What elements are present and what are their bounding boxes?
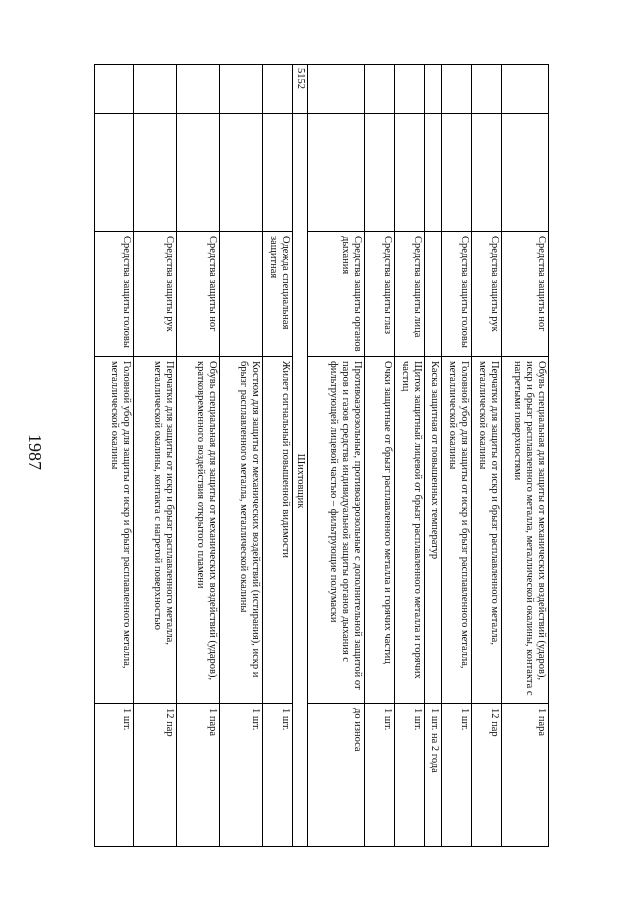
cell-ppe-type bbox=[365, 231, 394, 356]
cell-issue-norm bbox=[365, 703, 394, 847]
cell-code bbox=[502, 64, 548, 113]
table-row bbox=[263, 64, 293, 847]
table-row bbox=[308, 64, 365, 847]
cell-ppe-description-text: Обувь специальная для защиты от механических воздействий (ударов), кратковременного воздействия открытого пламени bbox=[195, 361, 218, 681]
cell-ppe-type-text: Средства защиты головы bbox=[121, 236, 132, 348]
cell-code bbox=[177, 64, 219, 113]
cell-ppe-description bbox=[365, 356, 394, 703]
cell-ppe-description bbox=[263, 356, 292, 703]
cell-ppe-description bbox=[472, 356, 501, 703]
cell-ppe-description-text: Жилет сигнальный повышенной видимости bbox=[280, 361, 291, 558]
cell-ppe-description-text: Противоаэрозольные, противоаэрозольные с дополнительной защитой от паров и газов средства индивидуальной защиты органов дыхания с фильтрующей лицевой частью – фильтрующие полумаски bbox=[328, 361, 363, 690]
cell-issue-norm-text: до износа bbox=[352, 708, 363, 752]
page-number: 1987 bbox=[25, 434, 45, 470]
cell-issue-norm-text: 1 шт. bbox=[250, 708, 261, 731]
table-row bbox=[442, 64, 472, 847]
cell-profession bbox=[425, 113, 441, 231]
cell-ppe-type bbox=[502, 231, 548, 356]
cell-issue-norm bbox=[472, 703, 501, 847]
cell-issue-norm-text: 1 пара bbox=[536, 708, 547, 737]
cell-profession-title-text: Шихтовщик bbox=[295, 453, 306, 509]
cell-ppe-description-text: Перчатки для защиты от искр и брызг расплавленного металла, металлической окалины, контакта с нагретой поверхностью bbox=[152, 361, 175, 645]
cell-ppe-type-text: Средства защиты рук bbox=[489, 236, 500, 332]
cell-issue-norm-text: 1 пара bbox=[207, 708, 218, 737]
cell-issue-norm bbox=[308, 703, 364, 847]
cell-ppe-description-text: Обувь специальная для защиты от механических воздействий (ударов), искр и брызг расплавленного металла, металлической окалины, контакта с нагретыми поверхностями bbox=[512, 361, 547, 696]
cell-ppe-description bbox=[395, 356, 424, 703]
cell-ppe-type-text: Средства защиты лица bbox=[412, 236, 423, 338]
cell-code bbox=[308, 64, 364, 113]
table-row bbox=[134, 64, 177, 847]
cell-issue-norm bbox=[502, 703, 548, 847]
cell-ppe-description-text: Головной убор для защиты от искр и брызг расплавленного металла, металлической окалины bbox=[109, 361, 132, 669]
cell-ppe-type bbox=[425, 231, 441, 356]
cell-profession-title bbox=[293, 113, 307, 847]
cell-ppe-type bbox=[177, 231, 219, 356]
cell-code bbox=[365, 64, 394, 113]
cell-ppe-type bbox=[308, 231, 364, 356]
cell-ppe-type bbox=[220, 231, 262, 356]
cell-ppe-type bbox=[395, 231, 424, 356]
cell-ppe-type-text: Одежда специальная защитная bbox=[268, 236, 291, 330]
cell-issue-norm bbox=[263, 703, 292, 847]
cell-issue-norm-text: 1 шт. на 2 года bbox=[429, 708, 440, 773]
cell-ppe-description-text: Очки защитные от брызг расплавленного металла и горячих частиц bbox=[382, 361, 393, 664]
cell-profession bbox=[308, 113, 364, 231]
cell-ppe-description bbox=[442, 356, 471, 703]
cell-issue-norm bbox=[425, 703, 441, 847]
cell-issue-norm bbox=[442, 703, 471, 847]
table-row bbox=[365, 64, 395, 847]
cell-profession bbox=[395, 113, 424, 231]
cell-profession bbox=[94, 113, 133, 231]
cell-issue-norm-text: 1 шт. bbox=[280, 708, 291, 731]
cell-ppe-description-text: Перчатки для защиты от искр и брызг расплавленного металла, металлической окалины bbox=[477, 361, 500, 645]
cell-ppe-type bbox=[263, 231, 292, 356]
cell-code bbox=[134, 64, 176, 113]
cell-issue-norm-text: 1 шт. bbox=[382, 708, 393, 731]
table-row-profession-header bbox=[293, 64, 308, 847]
table-row bbox=[220, 64, 263, 847]
cell-code-text: 5152 bbox=[295, 68, 306, 89]
table-row bbox=[472, 64, 502, 847]
rotated-table-area bbox=[94, 64, 549, 847]
cell-issue-norm-text: 12 пар bbox=[489, 708, 500, 737]
cell-ppe-description-text: Головной убор для защиты от искр и брызг расплавленного металла, металлической окалины bbox=[447, 361, 470, 669]
cell-ppe-type bbox=[472, 231, 501, 356]
cell-issue-norm bbox=[177, 703, 219, 847]
cell-ppe-description bbox=[425, 356, 441, 703]
cell-issue-norm-text: 1 шт. bbox=[459, 708, 470, 731]
cell-code bbox=[395, 64, 424, 113]
cell-ppe-description bbox=[134, 356, 176, 703]
table-row bbox=[177, 64, 220, 847]
cell-code bbox=[442, 64, 471, 113]
ppe-norms-table bbox=[94, 64, 549, 847]
cell-profession bbox=[442, 113, 471, 231]
cell-profession bbox=[365, 113, 394, 231]
cell-ppe-description-text: Каска защитная от повышенных температур bbox=[429, 361, 440, 560]
cell-code bbox=[293, 64, 307, 113]
cell-ppe-description bbox=[94, 356, 133, 703]
cell-ppe-description-text: Костюм для защиты от механических воздействий (истирания), искр и брызг расплавленного металла, металлической окалины bbox=[238, 361, 261, 678]
cell-ppe-description bbox=[177, 356, 219, 703]
cell-profession bbox=[263, 113, 292, 231]
cell-issue-norm bbox=[220, 703, 262, 847]
table-row bbox=[395, 64, 425, 847]
cell-code bbox=[425, 64, 441, 113]
cell-ppe-description bbox=[308, 356, 364, 703]
cell-ppe-type bbox=[94, 231, 133, 356]
cell-ppe-type-text: Средства защиты ног bbox=[536, 236, 547, 332]
cell-issue-norm-text: 1 шт. bbox=[121, 708, 132, 731]
cell-profession bbox=[220, 113, 262, 231]
cell-profession bbox=[134, 113, 176, 231]
cell-ppe-type bbox=[134, 231, 176, 356]
table-row bbox=[502, 64, 549, 847]
cell-code bbox=[220, 64, 262, 113]
cell-profession bbox=[177, 113, 219, 231]
cell-issue-norm bbox=[94, 703, 133, 847]
cell-ppe-type-text: Средства защиты головы bbox=[459, 236, 470, 348]
cell-ppe-description bbox=[502, 356, 548, 703]
cell-ppe-type-text: Средства защиты рук bbox=[164, 236, 175, 332]
cell-ppe-type-text: Средства защиты органов дыхания bbox=[340, 236, 363, 352]
cell-ppe-type-text: Средства защиты глаз bbox=[382, 236, 393, 335]
cell-issue-norm bbox=[134, 703, 176, 847]
table-row bbox=[94, 64, 134, 847]
table-row bbox=[425, 64, 442, 847]
cell-issue-norm bbox=[395, 703, 424, 847]
cell-profession bbox=[502, 113, 548, 231]
cell-ppe-description bbox=[220, 356, 262, 703]
cell-code bbox=[263, 64, 292, 113]
cell-issue-norm-text: 1 шт. bbox=[412, 708, 423, 731]
cell-code bbox=[472, 64, 501, 113]
cell-ppe-type bbox=[442, 231, 471, 356]
cell-profession bbox=[472, 113, 501, 231]
cell-issue-norm-text: 12 пар bbox=[164, 708, 175, 737]
cell-code bbox=[94, 64, 133, 113]
cell-ppe-description-text: Щиток защитный лицевой от брызг расплавленного металла и горячих частиц bbox=[400, 361, 423, 679]
cell-ppe-type-text: Средства защиты ног bbox=[207, 236, 218, 332]
